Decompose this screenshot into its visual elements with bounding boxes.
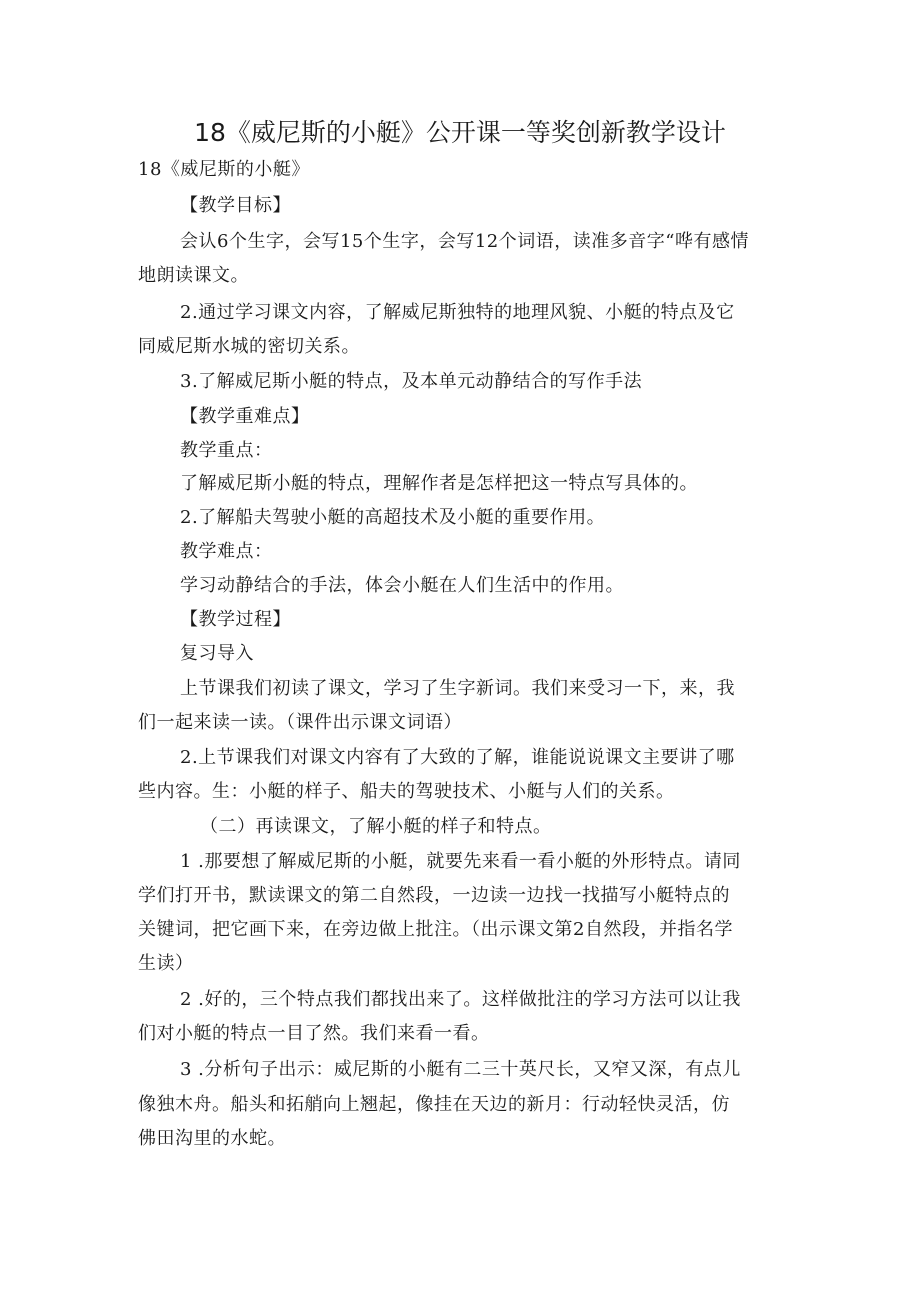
paragraph-line: 2.通过学习课文内容，了解威尼斯独特的地理风貌、小艇的特点及它 bbox=[180, 302, 735, 323]
section-heading-key-points: 【教学重难点】 bbox=[180, 406, 310, 427]
subheading-difficulty: 教学难点： bbox=[180, 541, 273, 562]
section-heading-goals: 【教学目标】 bbox=[180, 195, 291, 216]
paragraph-line: 3.了解威尼斯小艇的特点，及本单元动静结合的写作手法 bbox=[180, 371, 643, 392]
subheading-key-point: 教学重点： bbox=[180, 440, 273, 461]
paragraph-line: 2 .好的，三个特点我们都找出来了。这样做批注的学习方法可以让我 bbox=[180, 989, 741, 1010]
lesson-heading: 18《威尼斯的小艇》 bbox=[138, 159, 310, 180]
paragraph-line: 学们打开书，默读课文的第二自然段，一边读一边找一找描写小艇特点的 bbox=[138, 885, 730, 906]
paragraph-line: 2.了解船夫驾驶小艇的高超技术及小艇的重要作用。 bbox=[180, 507, 606, 528]
paragraph-line: 2.上节课我们对课文内容有了大致的了解，谁能说说课文主要讲了哪 bbox=[180, 747, 735, 768]
paragraph-line: 会认6个生字，会写15个生字，会写12个词语，读准多音字“哗有感情 bbox=[180, 231, 749, 252]
paragraph-line: 地朗读课文。 bbox=[138, 265, 249, 286]
paragraph-line: 些内容。生：小艇的样子、船夫的驾驶技术、小艇与人们的关系。 bbox=[138, 781, 675, 802]
paragraph-line: 们对小艇的特点一目了然。我们来看一看。 bbox=[138, 1023, 490, 1044]
subheading-reread: （二）再读课文，了解小艇的样子和特点。 bbox=[200, 816, 552, 837]
paragraph-line: 生读） bbox=[138, 953, 194, 974]
paragraph-line: 关键词，把它画下来，在旁边做上批注。（出示课文第2自然段，并指名学 bbox=[138, 919, 733, 940]
paragraph-line: 像独木舟。船头和拓艄向上翘起，像挂在天边的新月：行动轻快灵活，仿 bbox=[138, 1094, 730, 1115]
paragraph-line: 学习动静结合的手法，体会小艇在人们生活中的作用。 bbox=[180, 575, 624, 596]
paragraph-line: 上节课我们初读了课文，学习了生字新词。我们来受习一下，来，我 bbox=[180, 678, 735, 699]
document-title: 18《威尼斯的小艇》公开课一等奖创新教学设计 bbox=[194, 118, 726, 147]
subheading-review: 复习导入 bbox=[180, 643, 254, 664]
paragraph-line: 1 .那要想了解威尼斯的小艇，就要先来看一看小艇的外形特点。请同 bbox=[180, 851, 741, 872]
paragraph-line: 3 .分析句子出示：威尼斯的小艇有二三十英尺长，又窄又深，有点儿 bbox=[180, 1059, 741, 1080]
paragraph-line: 了解威尼斯小艇的特点，理解作者是怎样把这一特点写具体的。 bbox=[180, 473, 698, 494]
section-heading-process: 【教学过程】 bbox=[180, 609, 291, 630]
paragraph-line: 佛田沟里的水蛇。 bbox=[138, 1128, 286, 1149]
paragraph-line: 同威尼斯水城的密切关系。 bbox=[138, 336, 360, 357]
paragraph-line: 们一起来读一读。（课件出示课文词语） bbox=[138, 712, 462, 733]
